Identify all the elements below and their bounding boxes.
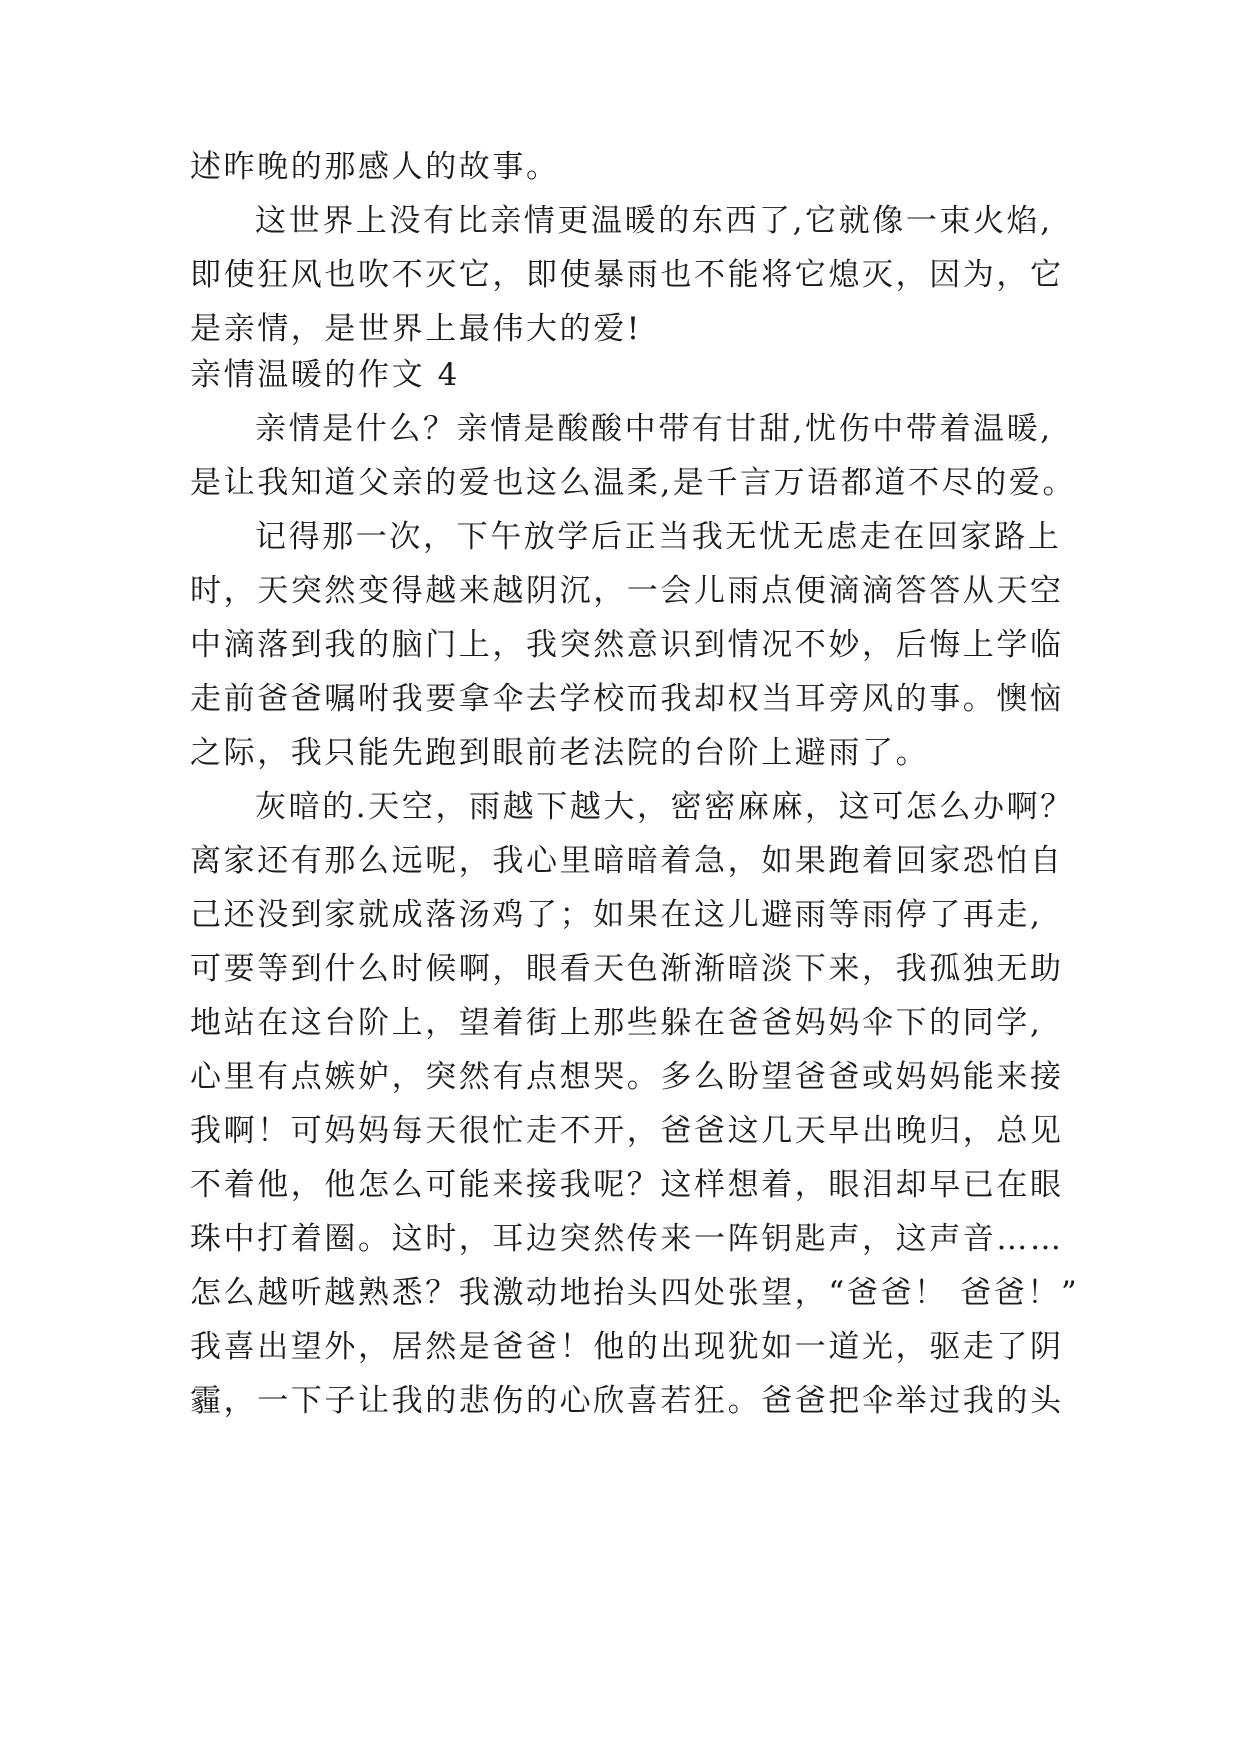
text-line: 不着他，他怎么可能来接我呢？这样想着，眼泪却早已在眼: [190, 1167, 1064, 1203]
text-line: 中滴落到我的脑门上，我突然意识到情况不妙，后悔上学临: [190, 627, 1064, 663]
text-line: 心里有点嫉妒，突然有点想哭。多么盼望爸爸或妈妈能来接: [190, 1059, 1064, 1095]
text-line: 是亲情，是世界上最伟大的爱!: [190, 311, 642, 347]
text-line: 霾，一下子让我的悲伤的心欣喜若狂。爸爸把伞举过我的头: [190, 1383, 1064, 1419]
text-line: 即使狂风也吹不灭它，即使暴雨也不能将它熄灭，因为，它: [190, 257, 1064, 293]
paragraph-first-line: 记得那一次，下午放学后正当我无忧无虑走在回家路上: [255, 519, 1062, 555]
text-line: 地站在这台阶上，望着街上那些躲在爸爸妈妈伞下的同学,: [190, 1005, 1043, 1041]
text-line: 我喜出望外，居然是爸爸！他的出现犹如一道光，驱走了阴: [190, 1329, 1064, 1365]
text-line: 珠中打着圈。这时，耳边突然传来一阵钥匙声，这声音……: [190, 1221, 1064, 1257]
text-line: 时，天突然变得越来越阴沉，一会儿雨点便滴滴答答从天空: [190, 573, 1064, 609]
text-line: 是让我知道父亲的爱也这么温柔,是千言万语都道不尽的爱。: [190, 465, 1077, 501]
paragraph-first-line: 这世界上没有比亲情更温暖的东西了,它就像一束火焰,: [255, 203, 1053, 239]
text-line: 己还没到家就成落汤鸡了；如果在这儿避雨等雨停了再走,: [190, 897, 1043, 933]
text-line: 离家还有那么远呢，我心里暗暗着急，如果跑着回家恐怕自: [190, 843, 1064, 879]
text-line: 怎么越听越熟悉？我激动地抬头四处张望，“爸爸！ 爸爸！”: [190, 1275, 1080, 1311]
text-line: 可要等到什么时候啊，眼看天色渐渐暗淡下来，我孤独无助: [190, 951, 1064, 987]
text-line: 述昨晚的那感人的故事。: [190, 149, 560, 185]
text-line: 之际，我只能先跑到眼前老法院的台阶上避雨了。: [190, 735, 930, 771]
paragraph-first-line: 亲情是什么？亲情是酸酸中带有甘甜,忧伤中带着温暖,: [255, 411, 1053, 447]
paragraph-first-line: 灰暗的.天空，雨越下越大，密密麻麻，这可怎么办啊？: [255, 789, 1074, 825]
section-heading: 亲情温暖的作文 4: [190, 357, 460, 393]
text-line: 走前爸爸嘱咐我要拿伞去学校而我却权当耳旁风的事。懊恼: [190, 681, 1064, 717]
text-line: 我啊！可妈妈每天很忙走不开，爸爸这几天早出晚归，总见: [190, 1113, 1064, 1149]
